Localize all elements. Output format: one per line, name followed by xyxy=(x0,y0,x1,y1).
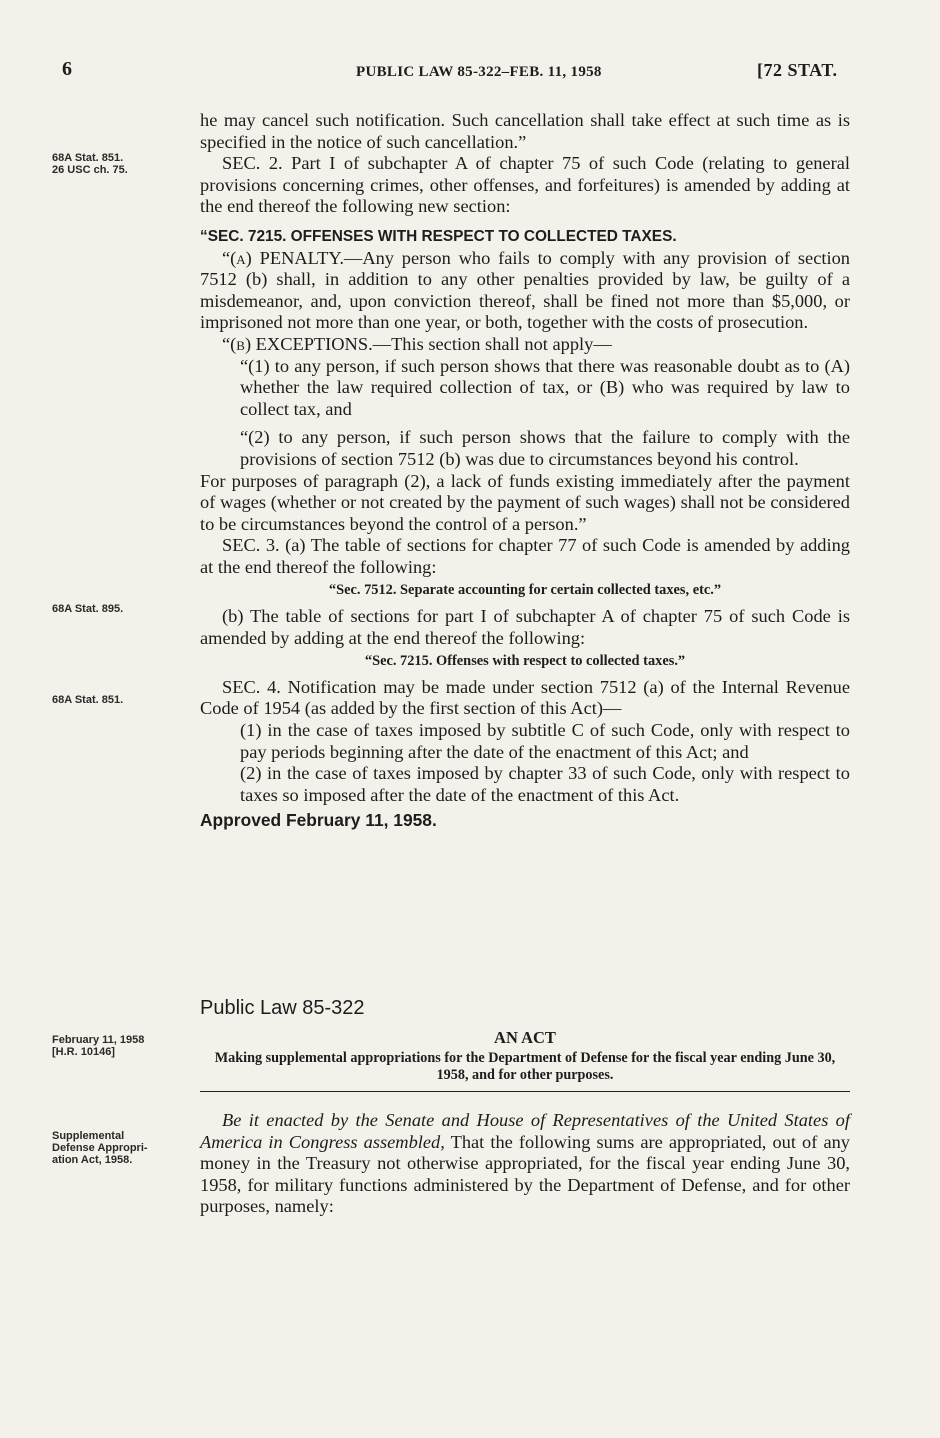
margin-note-line: 68A Stat. 851. xyxy=(52,152,124,164)
paragraph: (b) The table of sections for part I of subchapter A of chapter 75 of such Code is amended by adding at the end thereof the following: xyxy=(200,606,850,648)
exceptions-heading: “(b) EXCEPTIONS. xyxy=(222,333,373,354)
table-entry: “Sec. 7215. Offenses with respect to collected taxes.” xyxy=(364,653,686,670)
act-heading: AN ACT xyxy=(494,1028,556,1047)
public-law-title: Public Law 85-322 xyxy=(200,997,365,1019)
margin-note-short-title xyxy=(52,1130,184,1166)
enacting-text: That the following sums are appropriated, out of any money in the Treasury not otherwise appropriated, for the fiscal year ending June 30, 1958, for military functions administered by the Department of Defense, and for other purposes, namely: xyxy=(200,1131,850,1217)
penalty-paragraph xyxy=(200,248,850,334)
exception-item: “(1) to any person, if such person shows that there was reasonable doubt as to (A) whether the law required collection of tax, or (B) who was required by law to collect tax, and xyxy=(240,355,850,419)
notification-item: (2) in the case of taxes imposed by chapter 33 of such Code, only with respect to taxes so imposed after the date of the enactment of this Act. xyxy=(240,763,850,805)
section-4-paragraph: SEC. 4. Notification may be made under section 7512 (a) of the Internal Revenue Code of 1954 (as added by the first section of this Act)— xyxy=(200,676,850,719)
table-entry: “Sec. 7512. Separate accounting for certain collected taxes, etc.” xyxy=(328,582,722,599)
exceptions-text: —This section shall not apply— xyxy=(372,333,612,354)
paragraph: For purposes of paragraph (2), a lack of funds existing immediately after the payment of wages (whether or not created by the payment of such wages) shall not be considered to be circumstances beyond the control of a person.” xyxy=(200,470,850,534)
paragraph: he may cancel such notification. Such cancellation shall take effect at such time as is specified in the notice of such cancellation.” xyxy=(200,110,850,152)
margin-note-line: Supplemental xyxy=(52,1130,125,1142)
notification-item: (1) in the case of taxes imposed by subtitle C of such Code, only with respect to pay periods beginning after the date of the enactment of this Act; and xyxy=(240,720,850,762)
penalty-text: —Any person who fails to comply with any provision of section 7512 (b) shall, in addition to any other penalties provided by law, be guilty of a misdemeanor, and, upon conviction thereof, shall be fined not more than $5,000, or imprisoned not more than one year, or both, together with the costs of prosecution. xyxy=(200,247,850,333)
exception-item: “(2) to any person, if such person shows that the failure to comply with the provisions of section 7512 (b) was due to circumstances beyond his control. xyxy=(240,427,850,469)
margin-note-line: Defense Appropri- xyxy=(52,1142,148,1154)
section-3-paragraph: SEC. 3. (a) The table of sections for chapter 77 of such Code is amended by adding at the end thereof the following: xyxy=(200,535,850,577)
section-7215-heading: “SEC. 7215. OFFENSES WITH RESPECT TO COLLECTED TAXES. xyxy=(200,227,677,245)
margin-note-stat: 68A Stat. 851. xyxy=(52,694,124,706)
margin-note-bill xyxy=(52,1034,184,1058)
act-description: Making supplemental appropriations for the Department of Defense for the fiscal year ending June 30, 1958, and for other purposes. xyxy=(214,1050,836,1083)
exceptions-paragraph xyxy=(200,334,850,356)
section-2-paragraph: SEC. 2. Part I of subchapter A of chapter 75 of such Code (relating to general provisions concerning crimes, other offenses, and forfeitures) is amended by adding at the end thereof the following new section: xyxy=(200,153,850,217)
volume-reference: [72 STAT. xyxy=(757,60,838,80)
penalty-heading: “(a) PENALTY. xyxy=(222,247,344,268)
page-number: 6 xyxy=(62,58,72,80)
approval-line: Approved February 11, 1958. xyxy=(200,810,437,831)
margin-note-stat: 68A Stat. 895. xyxy=(52,603,124,615)
margin-note-line: February 11, 1958 xyxy=(52,1034,145,1046)
margin-note-line: ation Act, 1958. xyxy=(52,1154,133,1166)
main-text xyxy=(200,110,850,832)
running-head: PUBLIC LAW 85-322–FEB. 11, 1958 xyxy=(356,64,602,80)
enacting-paragraph xyxy=(200,1110,850,1218)
divider xyxy=(200,1091,850,1092)
margin-note-line: 26 USC ch. 75. xyxy=(52,164,128,176)
enacting-formula: Be it enacted by the Senate and House of Representatives of the United States of America in Congress assembled, xyxy=(200,1110,850,1152)
margin-note-line: [H.R. 10146] xyxy=(52,1046,115,1058)
margin-note-stat xyxy=(52,152,184,176)
enacting-clause xyxy=(200,1110,850,1218)
